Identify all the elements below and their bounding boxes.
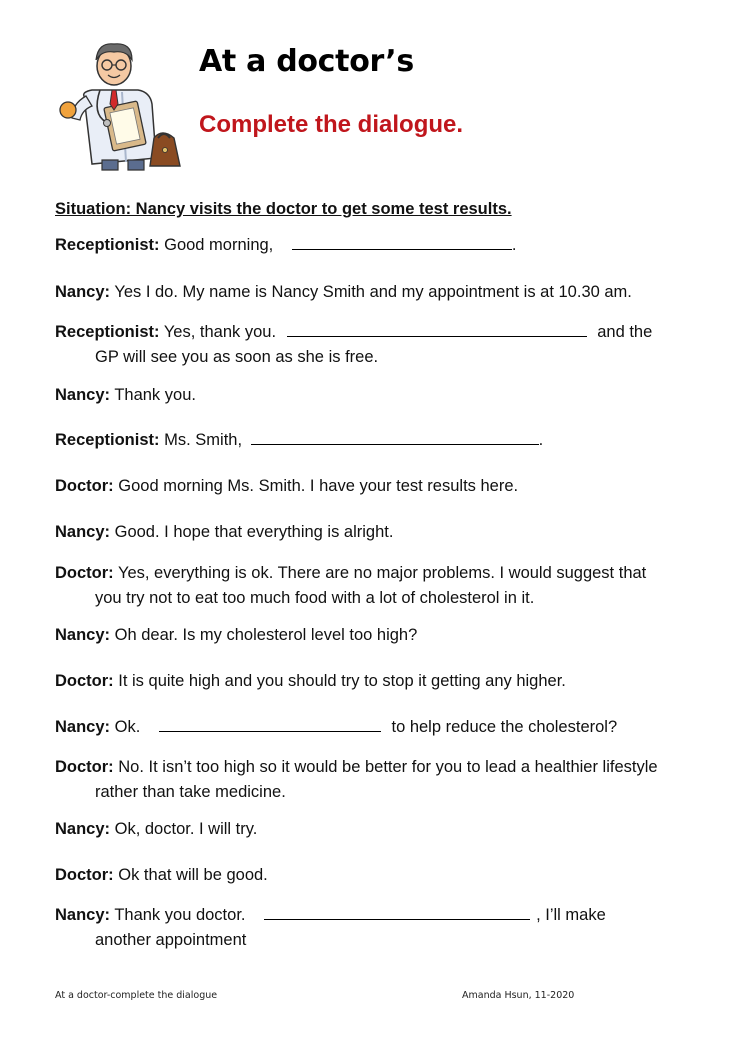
speaker-label: Doctor: — [55, 477, 114, 495]
line-text: It is quite high and you should try to stop it getting any higher. — [118, 672, 566, 690]
speaker-label: Receptionist: — [55, 431, 160, 449]
speaker-label: Nancy: — [55, 820, 111, 838]
dialogue-line — [55, 474, 518, 499]
answer-blank[interactable] — [159, 717, 381, 732]
line-text-after: to help reduce the cholesterol? — [391, 718, 618, 736]
footer-left: At a doctor-complete the dialogue — [55, 990, 218, 1001]
footer-right: Amanda Hsun, 11-2020 — [462, 990, 575, 1001]
line-text: No. It isn’t too high so it would be better for you to lead a healthier lifestyle — [118, 758, 658, 776]
doctor-cartoon-icon — [52, 34, 192, 174]
dialogue-line-continued: GP will see you as soon as she is free. — [95, 348, 379, 366]
situation-heading: Situation: Nancy visits the doctor to get some test results. — [55, 200, 512, 218]
page-subtitle: Complete the dialogue. — [199, 111, 464, 138]
speaker-label: Doctor: — [55, 672, 114, 690]
dialogue-line — [55, 623, 417, 648]
line-text: Ms. Smith, — [164, 431, 243, 449]
dialogue-line — [55, 428, 543, 453]
answer-blank[interactable] — [292, 235, 512, 250]
dialogue-line — [55, 383, 196, 408]
line-text: Yes, everything is ok. There are no major problems. I would suggest that — [117, 564, 647, 582]
speaker-label: Doctor: — [55, 564, 114, 582]
dialogue-line — [55, 520, 393, 545]
speaker-label: Nancy: — [55, 523, 111, 541]
dialogue-line — [55, 817, 257, 842]
line-text: Good. I hope that everything is alright. — [114, 523, 394, 541]
speaker-label: Nancy: — [55, 626, 111, 644]
line-text: Yes, thank you. — [163, 323, 277, 341]
line-text-after: and the — [597, 323, 653, 341]
dialogue-line — [55, 669, 566, 694]
dialogue-line — [55, 320, 652, 345]
line-text: Good morning, — [164, 236, 274, 254]
speaker-label: Doctor: — [55, 866, 114, 884]
dialogue-line-continued: rather than take medicine. — [95, 783, 286, 801]
dialogue-line-continued: another appointment — [95, 931, 247, 949]
dialogue-line-continued: you try not to eat too much food with a lot of cholesterol in it. — [95, 589, 535, 607]
line-text: Ok. — [114, 718, 141, 736]
speaker-label: Nancy: — [55, 718, 111, 736]
line-text: Yes I do. My name is Nancy Smith and my appointment is at 10.30 am. — [114, 283, 632, 301]
line-text: Ok that will be good. — [118, 866, 268, 884]
speaker-label: Receptionist: — [55, 236, 160, 254]
line-text: Good morning Ms. Smith. I have your test results here. — [118, 477, 519, 495]
page-title: At a doctor’s — [199, 44, 414, 79]
speaker-label: Nancy: — [55, 386, 111, 404]
dialogue-line — [55, 903, 606, 928]
dialogue-line — [55, 561, 646, 586]
dialogue-line — [55, 715, 617, 740]
dialogue-line — [55, 280, 632, 305]
speaker-label: Doctor: — [55, 758, 114, 776]
line-text: Oh dear. Is my cholesterol level too high? — [114, 626, 418, 644]
line-text-after: , I’ll make — [536, 906, 606, 924]
dialogue-line — [55, 863, 268, 888]
line-text-after: . — [511, 236, 517, 254]
answer-blank[interactable] — [264, 905, 530, 920]
answer-blank[interactable] — [287, 322, 587, 337]
line-text: Thank you. — [114, 386, 196, 404]
answer-blank[interactable] — [251, 430, 539, 445]
speaker-label: Nancy: — [55, 906, 111, 924]
dialogue-line — [55, 755, 658, 780]
line-text-after: . — [538, 431, 544, 449]
line-text: Thank you doctor. — [114, 906, 246, 924]
speaker-label: Receptionist: — [55, 323, 160, 341]
dialogue-line — [55, 233, 516, 258]
speaker-label: Nancy: — [55, 283, 111, 301]
line-text: Ok, doctor. I will try. — [114, 820, 258, 838]
